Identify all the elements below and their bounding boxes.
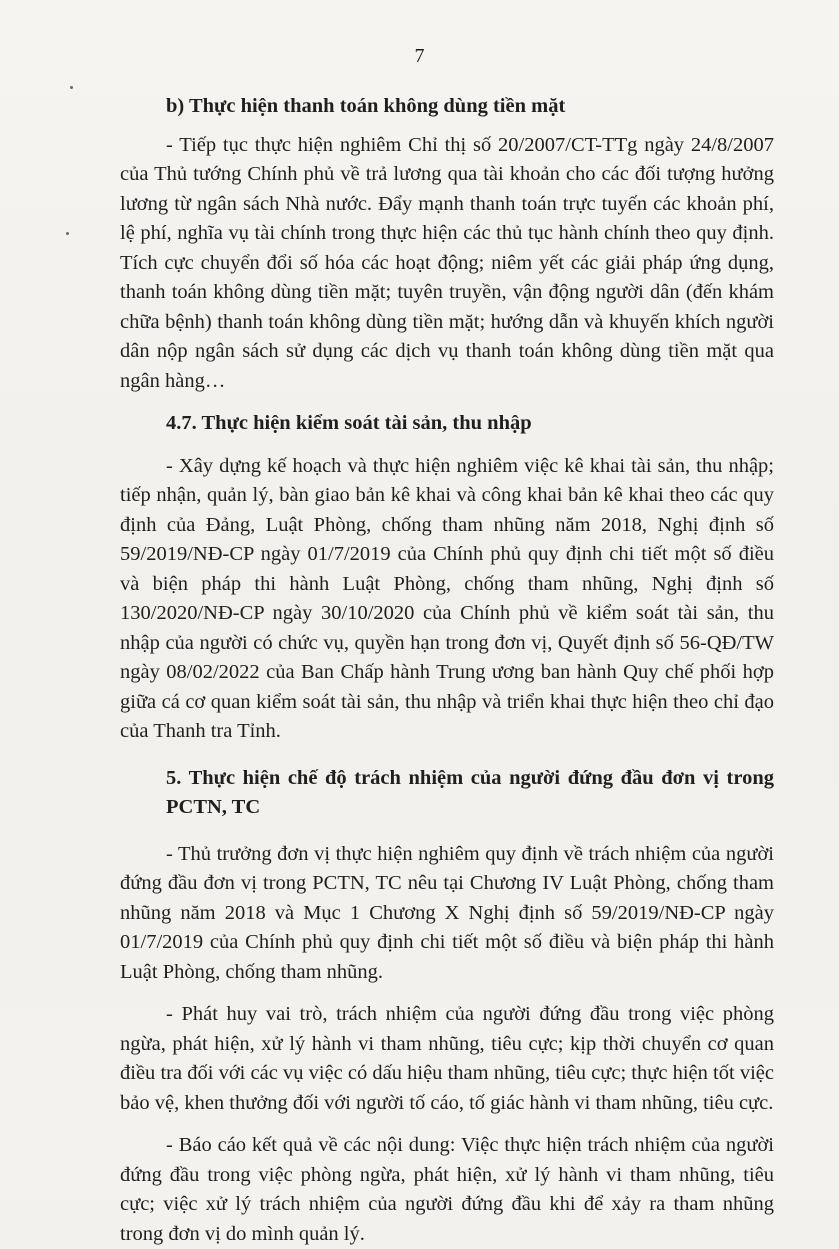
paragraph-leader-role: - Phát huy vai trò, trách nhiệm của người đứng đầu trong việc phòng ngừa, phát hiện, xử lý hành vi tham nhũng, tiêu cực; kịp thời chuyển cơ quan điều tra đối với các vụ việc có dấu hiệu tham nhũng, tiêu cực; thực hiện tốt việc bảo vệ, khen thưởng đối với người tố cáo, tố giác hành vi tham nhũng, tiêu cực. (120, 1003, 774, 1114)
section-heading-leader-responsibility: 5. Thực hiện chế độ trách nhiệm của người đứng đầu đơn vị trong PCTN, TC (166, 766, 774, 818)
paragraph-asset-control: - Xây dựng kế hoạch và thực hiện nghiêm việc kê khai tài sản, thu nhập; tiếp nhận, quản lý, bàn giao bản kê khai và công khai bản kê khai theo các quy định của Đảng, Luật Phòng, chống tham nhũng năm 2018, Nghị định số 59/2019/NĐ-CP ngày 01/7/2019 của Chính phủ quy định chi tiết một số điều và biện pháp thi hành Luật Phòng, chống tham nhũng, Nghị định số 130/2020/NĐ-CP ngày 30/10/2020 của Chính phủ về kiểm soát tài sản, thu nhập của người có chức vụ, quyền hạn trong đơn vị, Quyết định số 56-QĐ/TW ngày 08/02/2022 của Ban Chấp hành Trung ương ban hành Quy chế phối hợp giữa cá cơ quan kiểm soát tài sản, thu nhập và triển khai thực hiện theo chỉ đạo của Thanh tra Tỉnh. (120, 454, 774, 742)
page-number: 7 (414, 45, 425, 67)
paragraph-leader-report: - Báo cáo kết quả về các nội dung: Việc thực hiện trách nhiệm của người đứng đầu trong việc phòng ngừa, phát hiện, xử lý hành vi tham nhũng, tiêu cực; việc xử lý trách nhiệm của người đứng đầu khi để xảy ra tham nhũng trong đơn vị do mình quản lý. (120, 1134, 774, 1245)
scan-speck (66, 232, 69, 235)
scan-speck (70, 86, 73, 89)
section-heading-asset-control: 4.7. Thực hiện kiểm soát tài sản, thu nhập (166, 412, 532, 434)
section-heading-cashless-payment: b) Thực hiện thanh toán không dùng tiền mặt (166, 95, 566, 117)
document-body (120, 92, 774, 1249)
paragraph-cashless-payment: - Tiếp tục thực hiện nghiêm Chỉ thị số 20/2007/CT-TTg ngày 24/8/2007 của Thủ tướng Chính phủ về trả lương qua tài khoản cho các đối tượng hưởng lương từ ngân sách Nhà nước. Đẩy mạnh thanh toán trực tuyến các khoản phí, lệ phí, nghĩa vụ tài chính trong thực hiện các thủ tục hành chính theo quy định. Tích cực chuyển đổi số hóa các hoạt động; niêm yết các giải pháp ứng dụng, thanh toán không dùng tiền mặt; tuyên truyền, vận động người dân (đến khám chữa bệnh) thanh toán không dùng tiền mặt; hướng dẫn và khuyến khích người dân nộp ngân sách sử dụng các dịch vụ thanh toán không dùng tiền mặt qua ngân hàng… (120, 133, 774, 392)
paragraph-leader-duty: - Thủ trưởng đơn vị thực hiện nghiêm quy định về trách nhiệm của người đứng đầu đơn vị trong PCTN, TC nêu tại Chương IV Luật Phòng, chống tham nhũng năm 2018 và Mục 1 Chương X Nghị định số 59/2019/NĐ-CP ngày 01/7/2019 của Chính phủ quy định chi tiết một số điều và biện pháp thi hành Luật Phòng, chống tham nhũng. (120, 842, 774, 983)
